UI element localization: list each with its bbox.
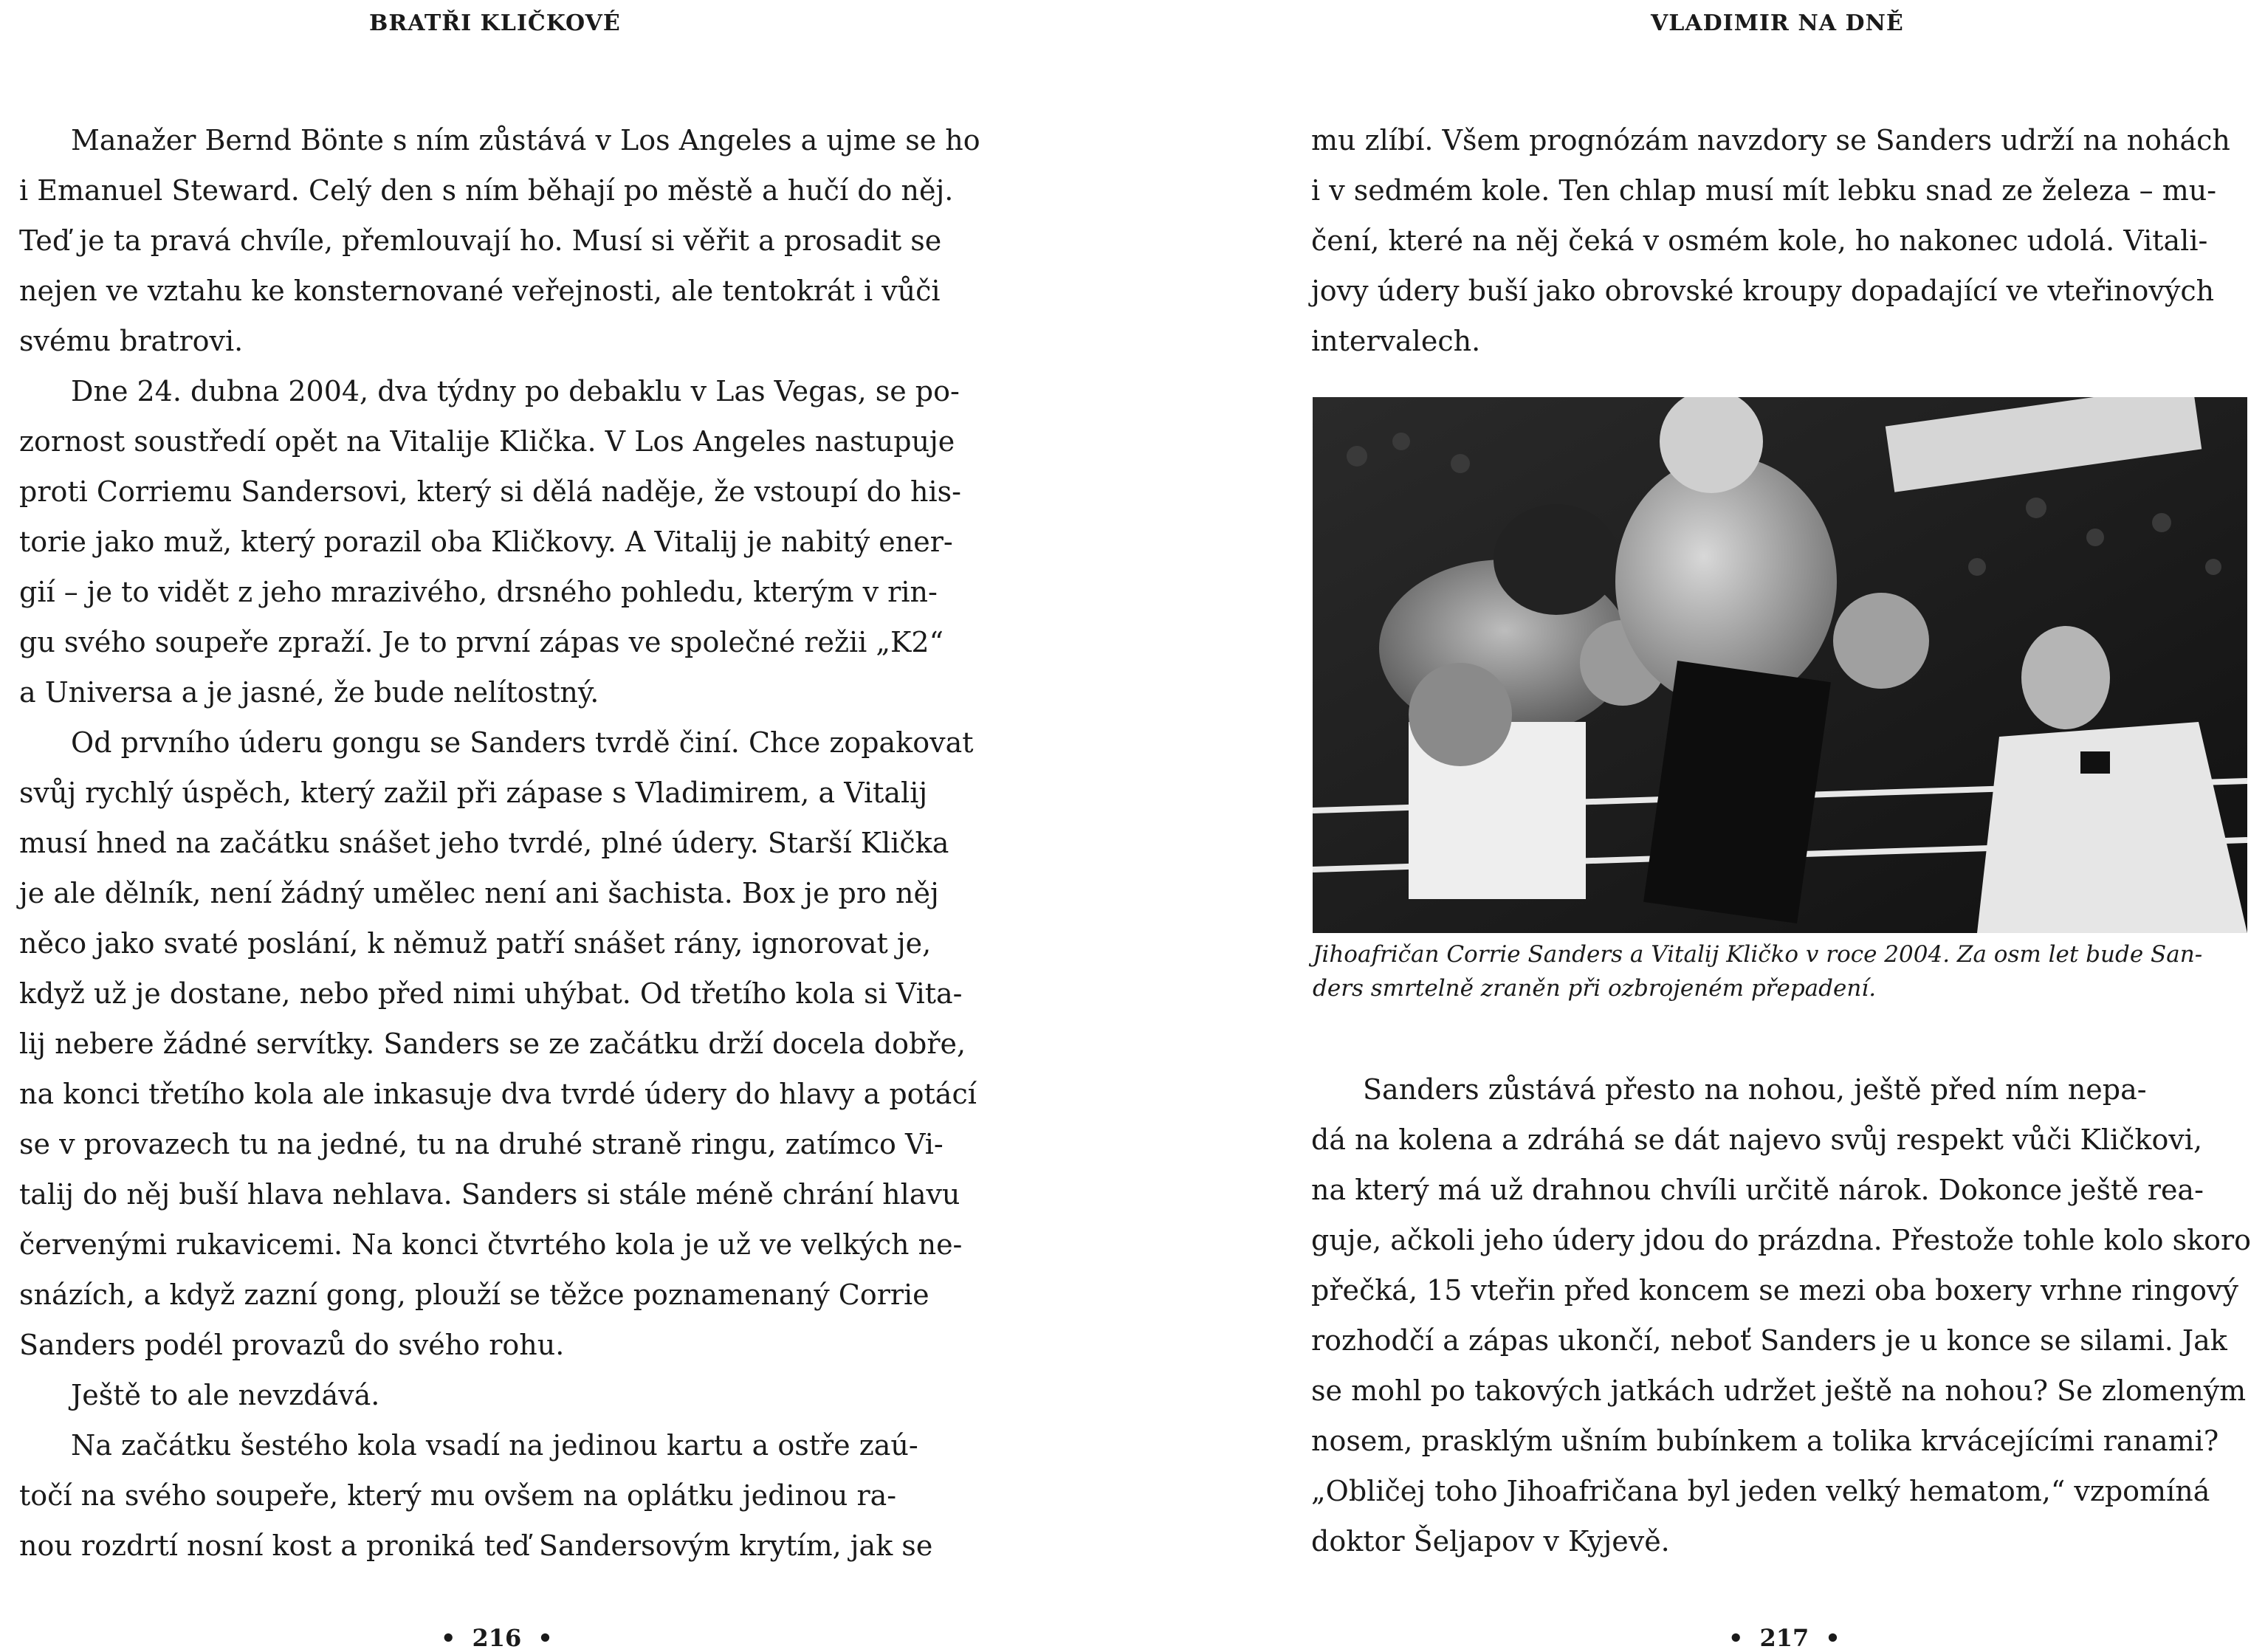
text-line: musí hned na začátku snášet jeho tvrdé, plné údery. Starší Klička: [19, 827, 949, 859]
photo-illustration: [1313, 397, 2247, 933]
text-line: svému bratrovi.: [19, 325, 244, 357]
text-line: torie jako muž, který porazil oba Kličkovy. A Vitalij je nabitý ener-: [19, 526, 953, 558]
text-line: nosem, prasklým ušním bubínkem a tolika krvácejícími ranami?: [1311, 1425, 2219, 1457]
text-line: guje, ačkoli jeho údery jdou do prázdna. Přestože tohle kolo skoro: [1311, 1224, 2252, 1256]
text-line: talij do něj buší hlava nehlava. Sanders si stále méně chrání hlavu: [19, 1178, 960, 1211]
text-line: Manažer Bernd Bönte s ním zůstává v Los Angeles a ujme se ho: [71, 124, 980, 156]
text-line: Od prvního úderu gongu se Sanders tvrdě činí. Chce zopakovat: [71, 726, 974, 759]
text-line: doktor Šeljapov v Kyjevě.: [1311, 1525, 1670, 1558]
boxing-photo: [1313, 397, 2247, 933]
folio-bullet: •: [1728, 1624, 1744, 1652]
text-line: snázích, a když zazní gong, plouží se těžce poznamenaný Corrie: [19, 1278, 929, 1311]
left-body-text: [19, 115, 980, 1571]
text-line: a Universa a je jasné, že bude nelítostný.: [19, 676, 599, 709]
text-line: i Emanuel Steward. Celý den s ním běhají po městě a hučí do něj.: [19, 174, 954, 207]
text-line: na konci třetího kola ale inkasuje dva tvrdé údery do hlavy a potácí: [19, 1078, 977, 1110]
folio-bullet: •: [537, 1624, 553, 1652]
text-line: se v provazech tu na jedné, tu na druhé straně ringu, zatímco Vi-: [19, 1128, 944, 1160]
text-line: Ještě to ale nevzdává.: [71, 1379, 380, 1411]
text-line: proti Corriemu Sandersovi, který si dělá naděje, že vstoupí do his-: [19, 475, 961, 508]
text-line: když už je dostane, nebo před nimi uhýbat. Od třetího kola si Vita-: [19, 977, 963, 1010]
folio-bullet: •: [1825, 1624, 1840, 1652]
text-line: rozhodčí a zápas ukončí, neboť Sanders je u konce se silami. Jak: [1311, 1324, 2227, 1357]
text-line: točí na svého soupeře, který mu ovšem na oplátku jedinou ra-: [19, 1479, 897, 1512]
right-body-text-bottom: [1311, 1064, 2252, 1566]
text-line: i v sedmém kole. Ten chlap musí mít lebku snad ze železa – mu-: [1311, 174, 2217, 207]
text-line: nou rozdrtí nosní kost a proniká teď Sandersovým krytím, jak se: [19, 1529, 933, 1562]
page-number-right: • 217 •: [1728, 1624, 1840, 1652]
text-line: něco jako svaté poslání, k němuž patří snášet rány, ignorovat je,: [19, 927, 932, 960]
text-line: Sanders zůstává přesto na nohou, ještě před ním nepa-: [1363, 1073, 2147, 1106]
text-line: se mohl po takových jatkách udržet ještě na nohou? Se zlomeným: [1311, 1374, 2247, 1407]
text-line: Teď je ta pravá chvíle, přemlouvají ho. Musí si věřit a prosadit se: [19, 224, 942, 257]
text-line: gu svého soupeře zpraží. Je to první zápas ve společné režii „K2“: [19, 626, 944, 658]
text-line: Dne 24. dubna 2004, dva týdny po debaklu v Las Vegas, se po-: [71, 375, 960, 407]
text-line: Sanders podél provazů do svého rohu.: [19, 1329, 565, 1361]
text-line: na který má už drahnou chvíli určitě nárok. Dokonce ještě rea-: [1311, 1174, 2204, 1206]
text-line: mu zlíbí. Všem prognózám navzdory se Sanders udrží na nohách: [1311, 124, 2230, 156]
right-body-text-top: [1311, 115, 2249, 366]
text-line: zornost soustředí opět na Vitalije Klička. V Los Angeles nastupuje: [19, 425, 955, 458]
text-line: červenými rukavicemi. Na konci čtvrtého kola je už ve velkých ne-: [19, 1228, 963, 1261]
text-line: „Obličej toho Jihoafričana byl jeden velký hematom,“ vzpomíná: [1311, 1475, 2210, 1507]
figure-caption: Jihoafričan Corrie Sanders a Vitalij Kličko v roce 2004. Za osm let bude San- ders smrtelně zraněn při ozbrojeném přepadení.: [1313, 941, 2203, 1002]
left-page: [0, 0, 1132, 1652]
running-head-right: VLADIMIR NA DNĚ: [1651, 10, 1904, 36]
folio-bullet: •: [441, 1624, 456, 1652]
text-line: přečká, 15 vteřin před koncem se mezi oba boxery vrhne ringový: [1311, 1274, 2238, 1307]
running-head-left: BRATŘI KLIČKOVÉ: [369, 10, 621, 36]
text-line: je ale dělník, není žádný umělec není ani šachista. Box je pro něj: [19, 877, 939, 909]
page-number-left: • 216 •: [441, 1624, 553, 1652]
text-line: čení, které na něj čeká v osmém kole, ho nakonec udolá. Vitali-: [1311, 224, 2208, 257]
text-line: jovy údery buší jako obrovské kroupy dopadající ve vteřinových: [1311, 275, 2215, 307]
text-line: dá na kolena a zdráhá se dát najevo svůj respekt vůči Kličkovi,: [1311, 1123, 2203, 1156]
text-line: nejen ve vztahu ke konsternované veřejnosti, ale tentokrát i vůči: [19, 275, 941, 307]
text-line: svůj rychlý úspěch, který zažil při zápase s Vladimirem, a Vitalij: [19, 777, 928, 809]
text-line: lij nebere žádné servítky. Sanders se ze začátku drží docela dobře,: [19, 1028, 966, 1060]
text-line: gií – je to vidět z jeho mrazivého, drsného pohledu, kterým v rin-: [19, 576, 938, 608]
right-page: [1132, 0, 2265, 1652]
text-line: intervalech.: [1311, 325, 1481, 357]
text-line: Na začátku šestého kola vsadí na jedinou kartu a ostře zaú-: [71, 1429, 918, 1462]
